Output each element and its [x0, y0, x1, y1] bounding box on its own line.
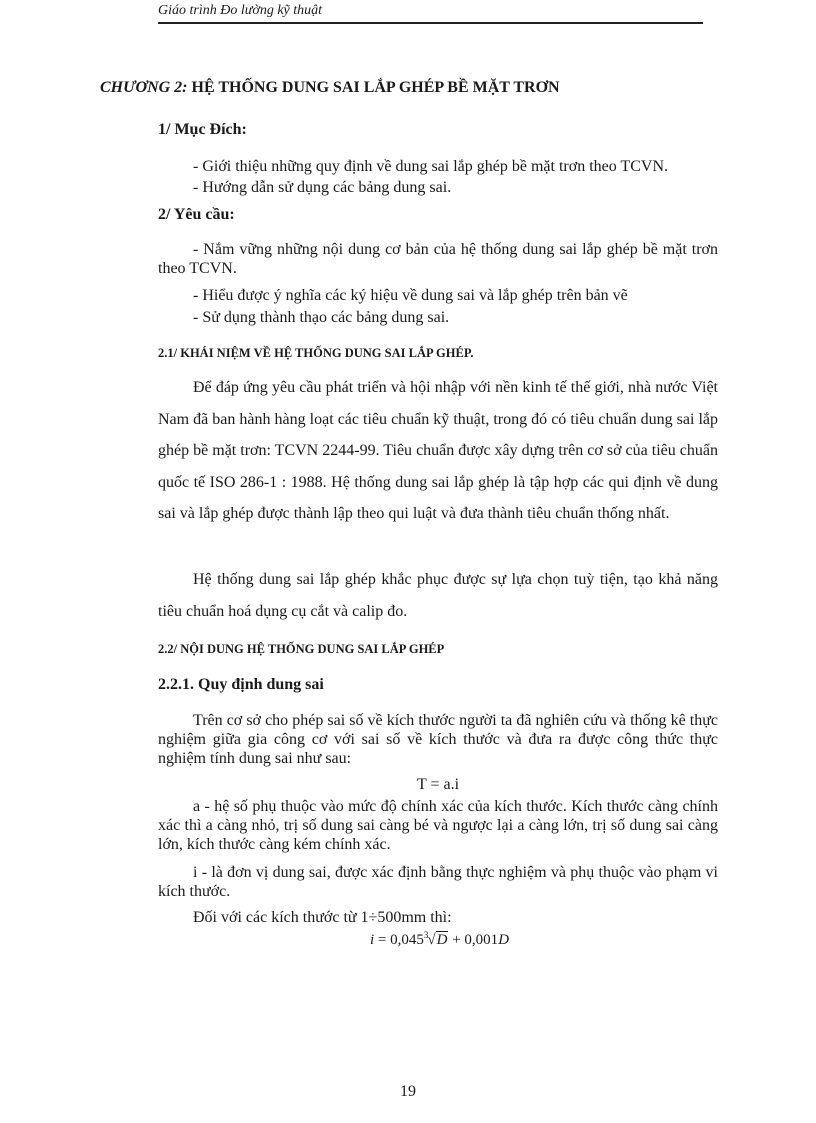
tolerance-paragraph-i: i - là đơn vị dung sai, được xác định bằng thực nghiệm và phụ thuộc vào phạm vi kích thước.: [158, 864, 718, 900]
chapter-number: CHƯƠNG 2:: [100, 79, 188, 96]
concept-paragraph-2: Hệ thống dung sai lắp ghép khắc phục được sự lựa chọn tuỳ tiện, tạo khả năng tiêu chuẩn hoá dụng cụ cắt và calip đo.: [158, 571, 718, 620]
book-title: Giáo trình Đo lường kỹ thuật: [158, 3, 323, 18]
section-heading-2-1: 2.1/ KHÁI NIỆM VỀ HỆ THỐNG DUNG SAI LẮP GHÉP.: [158, 346, 474, 360]
formula-var: D: [498, 932, 510, 948]
running-header: [158, 0, 703, 24]
requirement-item-1: - Nắm vững những nội dung cơ bản của hệ thống dung sai lắp ghép bề mặt trơn theo TCVN.: [158, 241, 718, 277]
page-number: 19: [400, 1083, 416, 1100]
tolerance-paragraph-a: a - hệ số phụ thuộc vào mức độ chính xác của kích thước. Kích thước càng chính xác thì a càng nhỏ, trị số dung sai càng bé và ngược lại a càng lớn, trị số dung sai càng lớn, kích thước càng kém chính xác.: [158, 798, 718, 853]
purpose-item-1: - Giới thiệu những quy định về dung sai lắp ghép bề mặt trơn theo TCVN.: [193, 158, 669, 175]
requirement-item-2: - Hiểu được ý nghĩa các ký hiệu về dung sai và lắp ghép trên bản vẽ: [193, 287, 628, 304]
radical-sign: √: [427, 932, 436, 948]
formula-rest: + 0,001: [448, 932, 499, 948]
requirement-item-3: - Sử dụng thành thạo các bảng dung sai.: [193, 309, 450, 326]
section-heading-purpose: 1/ Mục Đích:: [158, 121, 247, 138]
cube-root: [424, 930, 449, 949]
formula-t-equals-ai: T = a.i: [416, 776, 460, 793]
formula-lhs: i: [370, 932, 375, 948]
purpose-item-2: - Hướng dẫn sử dụng các bảng dung sai.: [193, 179, 452, 196]
chapter-name: HỆ THỐNG DUNG SAI LẮP GHÉP BỀ MẶT TRƠN: [191, 79, 560, 96]
tolerance-paragraph-1: Trên cơ sở cho phép sai số về kích thước người ta đã nghiên cứu và thống kê thực nghiệm giữa gia công cơ với sai số về kích thước và đưa ra được công thức thực nghiệm tính dung sai như sau:: [158, 712, 718, 767]
radicand: D: [436, 932, 448, 948]
subsection-heading-2-2-1: 2.2.1. Quy định dung sai: [158, 676, 324, 693]
chapter-title: [0, 79, 816, 97]
section-heading-2-2: 2.2/ NỘI DUNG HỆ THỐNG DUNG SAI LẮP GHÉP: [158, 642, 445, 656]
formula-coefficient: = 0,045: [374, 932, 424, 948]
concept-paragraph-1: Để đáp ứng yêu cầu phát triển và hội nhập với nền kinh tế thế giới, nhà nước Việt Nam đã ban hành hàng loạt các tiêu chuẩn kỹ thuật, trong đó có tiêu chuẩn dung sai lắp ghép bề mặt trơn: TCVN 2244-99. Tiêu chuẩn được xây dựng trên cơ sở của tiêu chuẩn quốc tế ISO 286-1 : 1988. Hệ thống dung sai lắp ghép là tập hợp các qui định về dung sai và lắp ghép được thành lập theo qui luật và đưa thành tiêu chuẩn thống nhất.: [158, 379, 718, 522]
section-heading-requirements: 2/ Yêu cầu:: [158, 206, 235, 223]
root-index: 3: [423, 930, 429, 940]
formula-tolerance-unit: [370, 930, 509, 949]
tolerance-paragraph-range: Đối với các kích thước từ 1÷500mm thì:: [193, 909, 452, 926]
